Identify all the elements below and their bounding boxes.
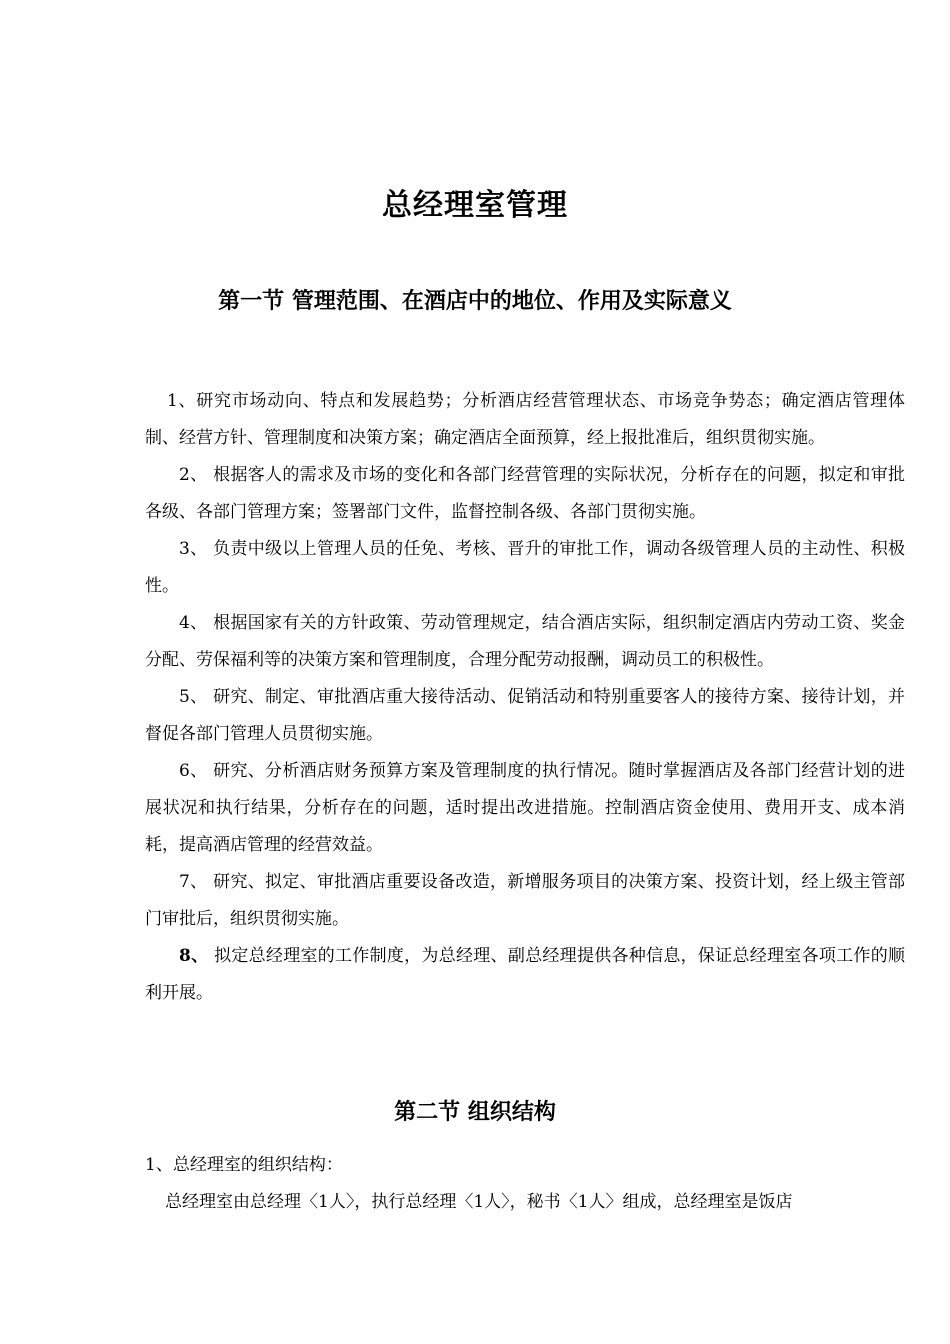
paragraph-8	[145, 938, 905, 1012]
paragraph-number: 2、	[179, 465, 208, 485]
paragraph-text: 研究、制定、审批酒店重大接待活动、促销活动和特别重要客人的接待方案、接待计划，并督促各部门管理人员贯彻实施。	[145, 687, 905, 744]
paragraph-text: 研究市场动向、特点和发展趋势；分析酒店经营管理状态、市场竞争势态；确定酒店管理体制、经营方针、管理制度和决策方案；确定酒店全面预算，经上报批准后，组织贯彻实施。	[145, 391, 905, 448]
section-heading-2: 第二节 组织结构	[394, 1100, 556, 1125]
paragraph-5	[145, 679, 905, 753]
paragraph-number: 3、	[179, 539, 208, 559]
paragraph-text: 根据客人的需求及市场的变化和各部门经营管理的实际状况，分析存在的问题，拟定和审批各级、各部门管理方案；签署部门文件，监督控制各级、各部门贯彻实施。	[145, 465, 905, 522]
paragraph-6	[145, 753, 905, 864]
org-structure-text: 总经理室由总经理〈1人〉，执行总经理〈1人〉，秘书〈1人〉组成，总经理室是饭店	[165, 1192, 793, 1212]
section-heading-1: 第一节 管理范围、在酒店中的地位、作用及实际意义	[218, 289, 732, 314]
paragraph-text: 根据国家有关的方针政策、劳动管理规定，结合酒店实际，组织制定酒店内劳动工资、奖金分配、劳保福利等的决策方案和管理制度，合理分配劳动报酬，调动员工的积极性。	[145, 613, 905, 670]
paragraph-number: 1、	[167, 391, 197, 411]
paragraph-text: 研究、拟定、审批酒店重要设备改造，新增服务项目的决策方案、投资计划，经上级主管部门审批后，组织贯彻实施。	[145, 872, 905, 929]
paragraph-2	[145, 457, 905, 531]
paragraph-3	[145, 531, 905, 605]
section-1-body	[145, 383, 905, 1012]
paragraph-4	[145, 605, 905, 679]
paragraph-text: 拟定总经理室的工作制度，为总经理、副总经理提供各种信息，保证总经理室各项工作的顺利开展。	[145, 946, 905, 1003]
section-2-body	[145, 1147, 905, 1221]
paragraph-number: 8、	[179, 946, 209, 966]
paragraph-text: 研究、分析酒店财务预算方案及管理制度的执行情况。随时掌握酒店及各部门经营计划的进展状况和执行结果，分析存在的问题，适时提出改进措施。控制酒店资金使用、费用开支、成本消耗，提高酒店管理的经营效益。	[145, 761, 905, 855]
paragraph-number: 7、	[179, 872, 208, 892]
paragraph-text: 负责中级以上管理人员的任免、考核、晋升的审批工作，调动各级管理人员的主动性、积极性。	[145, 539, 905, 596]
paragraph-number: 5、	[179, 687, 208, 707]
paragraph-1	[145, 383, 905, 457]
org-structure-label: 1、总经理室的组织结构：	[145, 1155, 343, 1175]
document-title: 总经理室管理	[382, 188, 568, 223]
paragraph-number: 4、	[179, 613, 208, 633]
paragraph-number: 6、	[179, 761, 208, 781]
paragraph-7	[145, 864, 905, 938]
